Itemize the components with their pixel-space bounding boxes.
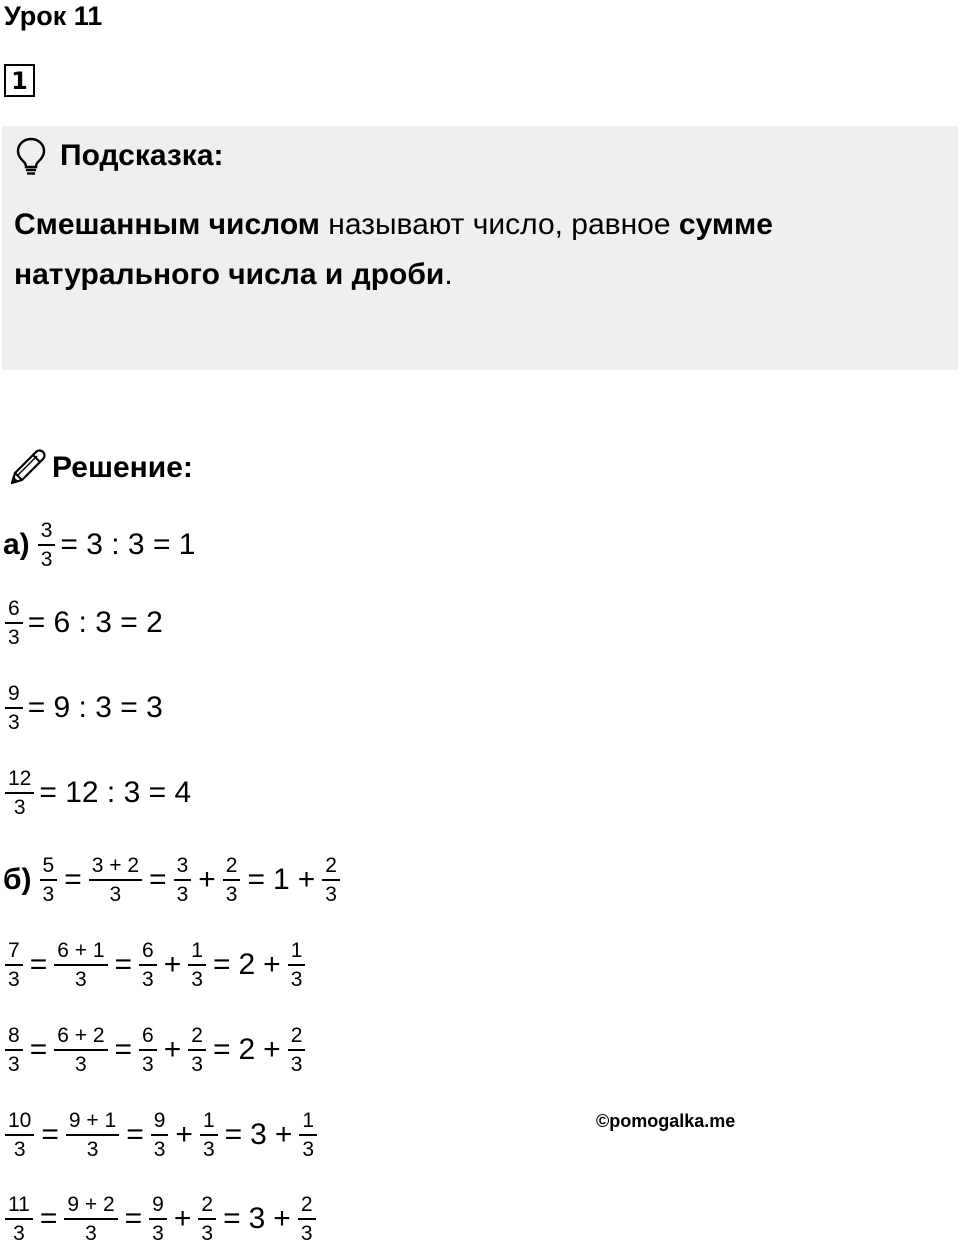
expression: = 3 : 3 = 1 <box>60 528 196 561</box>
fraction: $\frac{3}{3}$ <box>38 518 56 572</box>
fraction: $\frac{7}{3}$ <box>5 938 23 992</box>
fraction: $\frac{1}{3}$ <box>288 938 306 992</box>
whole-part: 3 <box>250 1118 267 1151</box>
whole-part: 1 <box>273 863 290 896</box>
fraction: $\frac{9 + 2}{3}$ <box>64 1192 117 1246</box>
hint-heading: Подсказка: <box>60 139 224 172</box>
fraction: $\frac{6 + 2}{3}$ <box>54 1023 107 1077</box>
part-a-label: а) <box>3 528 30 561</box>
hint-middle: называют число, равное <box>319 208 679 241</box>
pencil-icon <box>6 447 48 489</box>
solution-line-b5: $\frac{11}{3}$ = $\frac{9 + 2}{3}$ = $\frac{9}{3}$ + $\frac{2}{3}$ = 3 + $\frac{2}{3}$ <box>3 1184 318 1254</box>
task-number: 1 <box>4 64 35 97</box>
hint-emph: сумме натурального числа и дроби <box>14 208 773 291</box>
fraction: $\frac{1}{3}$ <box>299 1108 317 1162</box>
whole-part: 2 <box>238 1033 256 1066</box>
fraction: $\frac{3}{3}$ <box>174 853 192 907</box>
expression: = 9 : 3 = 3 <box>27 691 163 724</box>
hint-text <box>14 200 914 300</box>
fraction: $\frac{2}{3}$ <box>198 1192 216 1246</box>
hint-end: . <box>444 258 453 291</box>
fraction: $\frac{6}{3}$ <box>5 596 23 650</box>
fraction: $\frac{2}{3}$ <box>298 1192 316 1246</box>
fraction: $\frac{12}{3}$ <box>5 766 34 820</box>
fraction: $\frac{9 + 1}{3}$ <box>66 1108 119 1162</box>
solution-heading: Решение: <box>52 451 193 484</box>
expression: = 12 : 3 = 4 <box>39 776 192 809</box>
part-b-label: б) <box>3 863 32 896</box>
fraction: $\frac{11}{3}$ <box>5 1192 33 1246</box>
solution-line-a4 <box>3 758 194 828</box>
copyright-watermark: ©pomogalka.me <box>596 1111 736 1131</box>
fraction: $\frac{6 + 1}{3}$ <box>54 938 107 992</box>
fraction: $\frac{3 + 2}{3}$ <box>89 853 142 907</box>
lesson-title: Урок 11 <box>4 1 103 31</box>
lightbulb-icon <box>14 136 48 176</box>
solution-line-a2 <box>3 588 166 658</box>
fraction: $\frac{1}{3}$ <box>188 938 206 992</box>
fraction: $\frac{6}{3}$ <box>139 938 157 992</box>
expression: = 6 : 3 = 2 <box>27 606 163 639</box>
solution-line-b2: $\frac{7}{3}$ = $\frac{6 + 1}{3}$ = $\frac{6}{3}$ + $\frac{1}{3}$ = 2 + $\frac{1}{3}$ <box>3 930 307 1000</box>
fraction: $\frac{2}{3}$ <box>223 853 241 907</box>
fraction: $\frac{9}{3}$ <box>5 681 23 735</box>
solution-line-b3: $\frac{8}{3}$ = $\frac{6 + 2}{3}$ = $\frac{6}{3}$ + $\frac{2}{3}$ = 2 + $\frac{2}{3}$ <box>3 1015 307 1085</box>
solution-line-a1 <box>3 510 198 580</box>
fraction: $\frac{5}{3}$ <box>40 853 58 907</box>
fraction: $\frac{6}{3}$ <box>139 1023 157 1077</box>
solution-line-a3 <box>3 673 166 743</box>
fraction: $\frac{2}{3}$ <box>322 853 340 907</box>
fraction: $\frac{2}{3}$ <box>288 1023 306 1077</box>
whole-part: 3 <box>248 1202 266 1235</box>
fraction: $\frac{9}{3}$ <box>149 1192 167 1246</box>
whole-part: 2 <box>238 948 256 981</box>
hint-term: Смешанным числом <box>14 208 320 241</box>
fraction: $\frac{8}{3}$ <box>5 1023 23 1077</box>
fraction: $\frac{2}{3}$ <box>188 1023 206 1077</box>
solution-line-b4: $\frac{10}{3}$ = $\frac{9 + 1}{3}$ = $\frac{9}{3}$ + $\frac{1}{3}$ = 3 + $\frac{1}{3}$ <box>3 1100 319 1170</box>
fraction: $\frac{1}{3}$ <box>200 1108 218 1162</box>
fraction: $\frac{9}{3}$ <box>151 1108 169 1162</box>
solution-line-b1: б) $\frac{5}{3}$ = $\frac{3 + 2}{3}$ = $\frac{3}{3}$ + $\frac{2}{3}$ = 1 + $\frac{2}{3}$ <box>3 845 342 915</box>
fraction: $\frac{10}{3}$ <box>5 1108 34 1162</box>
